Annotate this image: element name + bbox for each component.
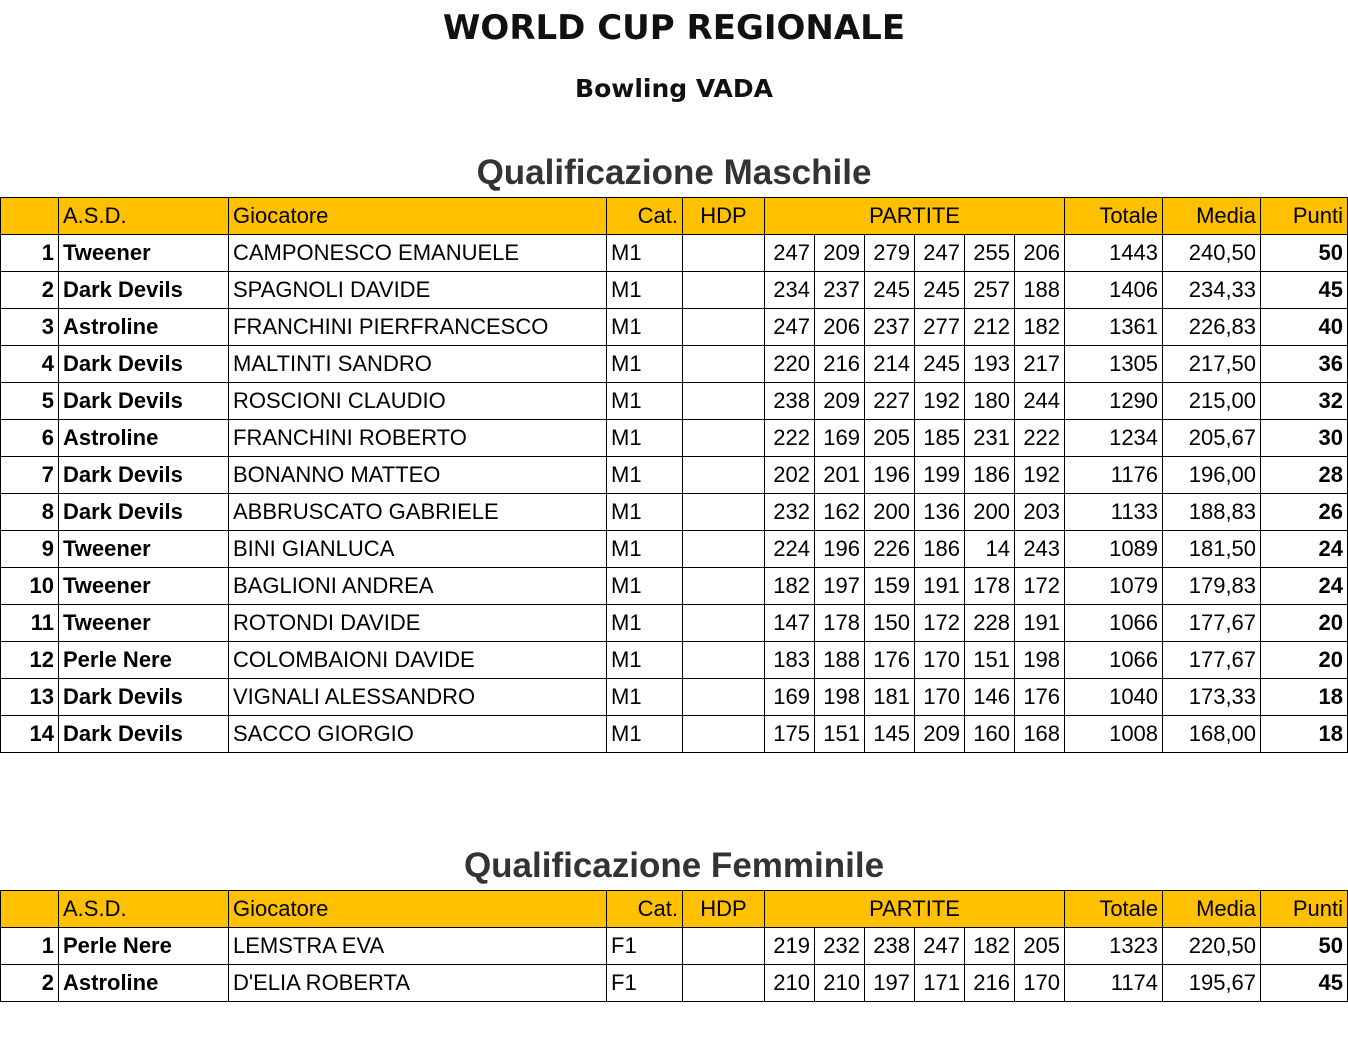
average-cell: 240,50 — [1163, 235, 1261, 272]
header-hdp: HDP — [683, 198, 765, 235]
game-score-cell: 178 — [965, 568, 1015, 605]
hdp-cell — [683, 716, 765, 753]
rank-cell: 1 — [1, 928, 59, 965]
header-average: Media — [1163, 891, 1261, 928]
header-player: Giocatore — [229, 198, 607, 235]
header-points: Punti — [1261, 198, 1348, 235]
game-score-cell: 170 — [915, 642, 965, 679]
average-cell: 179,83 — [1163, 568, 1261, 605]
game-score-cell: 244 — [1015, 383, 1065, 420]
table-row — [1, 716, 1348, 753]
total-cell: 1079 — [1065, 568, 1163, 605]
hdp-cell — [683, 531, 765, 568]
header-points: Punti — [1261, 891, 1348, 928]
average-cell: 195,67 — [1163, 965, 1261, 1002]
page-subtitle: Bowling VADA — [575, 74, 773, 103]
rank-cell: 2 — [1, 272, 59, 309]
header-category: Cat. — [607, 198, 683, 235]
rank-cell: 10 — [1, 568, 59, 605]
header-team: A.S.D. — [59, 891, 229, 928]
player-cell: ROTONDI DAVIDE — [229, 605, 607, 642]
table-row — [1, 235, 1348, 272]
points-cell: 18 — [1261, 716, 1348, 753]
table-row — [1, 494, 1348, 531]
player-cell: BONANNO MATTEO — [229, 457, 607, 494]
game-score-cell: 203 — [1015, 494, 1065, 531]
team-cell: Perle Nere — [59, 642, 229, 679]
game-score-cell: 217 — [1015, 346, 1065, 383]
rank-cell: 7 — [1, 457, 59, 494]
average-cell: 205,67 — [1163, 420, 1261, 457]
game-score-cell: 243 — [1015, 531, 1065, 568]
total-cell: 1089 — [1065, 531, 1163, 568]
hdp-cell — [683, 383, 765, 420]
category-cell: M1 — [607, 346, 683, 383]
game-score-cell: 232 — [765, 494, 815, 531]
game-score-cell: 277 — [915, 309, 965, 346]
rank-cell: 8 — [1, 494, 59, 531]
category-cell: M1 — [607, 235, 683, 272]
game-score-cell: 202 — [765, 457, 815, 494]
average-cell: 196,00 — [1163, 457, 1261, 494]
game-score-cell: 180 — [965, 383, 1015, 420]
points-cell: 30 — [1261, 420, 1348, 457]
table-row — [1, 420, 1348, 457]
game-score-cell: 210 — [765, 965, 815, 1002]
player-cell: ROSCIONI CLAUDIO — [229, 383, 607, 420]
game-score-cell: 199 — [915, 457, 965, 494]
game-score-cell: 151 — [965, 642, 1015, 679]
game-score-cell: 182 — [965, 928, 1015, 965]
game-score-cell: 171 — [915, 965, 965, 1002]
game-score-cell: 14 — [965, 531, 1015, 568]
game-score-cell: 226 — [865, 531, 915, 568]
page-title: WORLD CUP REGIONALE — [442, 8, 906, 48]
table-row — [1, 965, 1348, 1002]
game-score-cell: 146 — [965, 679, 1015, 716]
team-cell: Astroline — [59, 965, 229, 1002]
game-score-cell: 219 — [765, 928, 815, 965]
team-cell: Dark Devils — [59, 457, 229, 494]
category-cell: M1 — [607, 309, 683, 346]
game-score-cell: 188 — [815, 642, 865, 679]
game-score-cell: 224 — [765, 531, 815, 568]
points-cell: 45 — [1261, 965, 1348, 1002]
points-cell: 24 — [1261, 568, 1348, 605]
game-score-cell: 216 — [815, 346, 865, 383]
game-score-cell: 197 — [865, 965, 915, 1002]
game-score-cell: 197 — [815, 568, 865, 605]
points-cell: 28 — [1261, 457, 1348, 494]
game-score-cell: 205 — [1015, 928, 1065, 965]
category-cell: M1 — [607, 716, 683, 753]
game-score-cell: 245 — [915, 272, 965, 309]
header-rank — [1, 198, 59, 235]
rank-cell: 3 — [1, 309, 59, 346]
hdp-cell — [683, 420, 765, 457]
game-score-cell: 238 — [765, 383, 815, 420]
game-score-cell: 192 — [915, 383, 965, 420]
team-cell: Dark Devils — [59, 679, 229, 716]
game-score-cell: 245 — [915, 346, 965, 383]
game-score-cell: 255 — [965, 235, 1015, 272]
team-cell: Tweener — [59, 568, 229, 605]
game-score-cell: 186 — [915, 531, 965, 568]
player-cell: COLOMBAIONI DAVIDE — [229, 642, 607, 679]
table-row — [1, 605, 1348, 642]
total-cell: 1176 — [1065, 457, 1163, 494]
game-score-cell: 178 — [815, 605, 865, 642]
table-row — [1, 568, 1348, 605]
hdp-cell — [683, 605, 765, 642]
game-score-cell: 182 — [1015, 309, 1065, 346]
total-cell: 1305 — [1065, 346, 1163, 383]
game-score-cell: 257 — [965, 272, 1015, 309]
table-header-row — [1, 198, 1348, 235]
category-cell: M1 — [607, 272, 683, 309]
player-cell: LEMSTRA EVA — [229, 928, 607, 965]
header-player: Giocatore — [229, 891, 607, 928]
game-score-cell: 196 — [815, 531, 865, 568]
game-score-cell: 237 — [815, 272, 865, 309]
table-row — [1, 346, 1348, 383]
game-score-cell: 205 — [865, 420, 915, 457]
category-cell: M1 — [607, 679, 683, 716]
total-cell: 1066 — [1065, 605, 1163, 642]
total-cell: 1234 — [1065, 420, 1163, 457]
game-score-cell: 159 — [865, 568, 915, 605]
team-cell: Dark Devils — [59, 494, 229, 531]
points-cell: 50 — [1261, 928, 1348, 965]
total-cell: 1361 — [1065, 309, 1163, 346]
rank-cell: 13 — [1, 679, 59, 716]
hdp-cell — [683, 928, 765, 965]
game-score-cell: 238 — [865, 928, 915, 965]
points-cell: 50 — [1261, 235, 1348, 272]
average-cell: 177,67 — [1163, 642, 1261, 679]
game-score-cell: 200 — [965, 494, 1015, 531]
team-cell: Tweener — [59, 235, 229, 272]
game-score-cell: 198 — [1015, 642, 1065, 679]
game-score-cell: 169 — [765, 679, 815, 716]
game-score-cell: 206 — [1015, 235, 1065, 272]
game-score-cell: 220 — [765, 346, 815, 383]
total-cell: 1066 — [1065, 642, 1163, 679]
game-score-cell: 216 — [965, 965, 1015, 1002]
game-score-cell: 231 — [965, 420, 1015, 457]
category-cell: M1 — [607, 605, 683, 642]
points-cell: 36 — [1261, 346, 1348, 383]
game-score-cell: 234 — [765, 272, 815, 309]
game-score-cell: 209 — [815, 383, 865, 420]
table-row — [1, 383, 1348, 420]
team-cell: Dark Devils — [59, 716, 229, 753]
game-score-cell: 222 — [1015, 420, 1065, 457]
average-cell: 215,00 — [1163, 383, 1261, 420]
player-cell: FRANCHINI PIERFRANCESCO — [229, 309, 607, 346]
average-cell: 177,67 — [1163, 605, 1261, 642]
game-score-cell: 145 — [865, 716, 915, 753]
total-cell: 1040 — [1065, 679, 1163, 716]
rank-cell: 9 — [1, 531, 59, 568]
game-score-cell: 198 — [815, 679, 865, 716]
category-cell: M1 — [607, 383, 683, 420]
average-cell: 181,50 — [1163, 531, 1261, 568]
category-cell: M1 — [607, 494, 683, 531]
game-score-cell: 209 — [915, 716, 965, 753]
player-cell: BINI GIANLUCA — [229, 531, 607, 568]
total-cell: 1443 — [1065, 235, 1163, 272]
player-cell: VIGNALI ALESSANDRO — [229, 679, 607, 716]
game-score-cell: 227 — [865, 383, 915, 420]
team-cell: Tweener — [59, 605, 229, 642]
game-score-cell: 201 — [815, 457, 865, 494]
table-header-row — [1, 891, 1348, 928]
player-cell: MALTINTI SANDRO — [229, 346, 607, 383]
game-score-cell: 176 — [1015, 679, 1065, 716]
game-score-cell: 228 — [965, 605, 1015, 642]
game-score-cell: 214 — [865, 346, 915, 383]
points-cell: 45 — [1261, 272, 1348, 309]
header-rank — [1, 891, 59, 928]
player-cell: BAGLIONI ANDREA — [229, 568, 607, 605]
game-score-cell: 172 — [915, 605, 965, 642]
header-total: Totale — [1065, 198, 1163, 235]
team-cell: Dark Devils — [59, 272, 229, 309]
game-score-cell: 206 — [815, 309, 865, 346]
table-row — [1, 531, 1348, 568]
table-row — [1, 309, 1348, 346]
points-cell: 40 — [1261, 309, 1348, 346]
points-cell: 18 — [1261, 679, 1348, 716]
hdp-cell — [683, 309, 765, 346]
rank-cell: 2 — [1, 965, 59, 1002]
game-score-cell: 136 — [915, 494, 965, 531]
header-games: PARTITE — [765, 198, 1065, 235]
total-cell: 1406 — [1065, 272, 1163, 309]
header-team: A.S.D. — [59, 198, 229, 235]
game-score-cell: 193 — [965, 346, 1015, 383]
total-cell: 1323 — [1065, 928, 1163, 965]
game-score-cell: 192 — [1015, 457, 1065, 494]
game-score-cell: 150 — [865, 605, 915, 642]
average-cell: 234,33 — [1163, 272, 1261, 309]
category-cell: F1 — [607, 965, 683, 1002]
category-cell: F1 — [607, 928, 683, 965]
player-cell: D'ELIA ROBERTA — [229, 965, 607, 1002]
category-cell: M1 — [607, 642, 683, 679]
average-cell: 226,83 — [1163, 309, 1261, 346]
game-score-cell: 170 — [1015, 965, 1065, 1002]
average-cell: 220,50 — [1163, 928, 1261, 965]
game-score-cell: 151 — [815, 716, 865, 753]
game-score-cell: 191 — [1015, 605, 1065, 642]
rank-cell: 14 — [1, 716, 59, 753]
total-cell: 1174 — [1065, 965, 1163, 1002]
player-cell: FRANCHINI ROBERTO — [229, 420, 607, 457]
game-score-cell: 247 — [915, 235, 965, 272]
rank-cell: 11 — [1, 605, 59, 642]
category-cell: M1 — [607, 420, 683, 457]
team-cell: Dark Devils — [59, 346, 229, 383]
category-cell: M1 — [607, 531, 683, 568]
points-cell: 32 — [1261, 383, 1348, 420]
hdp-cell — [683, 642, 765, 679]
header-hdp: HDP — [683, 891, 765, 928]
standings-table-men — [0, 197, 1348, 753]
points-cell: 20 — [1261, 605, 1348, 642]
game-score-cell: 147 — [765, 605, 815, 642]
game-score-cell: 172 — [1015, 568, 1065, 605]
game-score-cell: 191 — [915, 568, 965, 605]
game-score-cell: 175 — [765, 716, 815, 753]
total-cell: 1290 — [1065, 383, 1163, 420]
header-games: PARTITE — [765, 891, 1065, 928]
game-score-cell: 209 — [815, 235, 865, 272]
game-score-cell: 196 — [865, 457, 915, 494]
points-cell: 26 — [1261, 494, 1348, 531]
category-cell: M1 — [607, 568, 683, 605]
rank-cell: 5 — [1, 383, 59, 420]
section-title-men: Qualificazione Maschile — [476, 153, 872, 192]
player-cell: CAMPONESCO EMANUELE — [229, 235, 607, 272]
header-category: Cat. — [607, 891, 683, 928]
game-score-cell: 182 — [765, 568, 815, 605]
header-average: Media — [1163, 198, 1261, 235]
team-cell: Dark Devils — [59, 383, 229, 420]
table-row — [1, 928, 1348, 965]
standings-table-women — [0, 890, 1348, 1002]
total-cell: 1008 — [1065, 716, 1163, 753]
team-cell: Perle Nere — [59, 928, 229, 965]
game-score-cell: 232 — [815, 928, 865, 965]
header-total: Totale — [1065, 891, 1163, 928]
hdp-cell — [683, 679, 765, 716]
team-cell: Tweener — [59, 531, 229, 568]
average-cell: 173,33 — [1163, 679, 1261, 716]
table-row — [1, 679, 1348, 716]
hdp-cell — [683, 346, 765, 383]
table-row — [1, 457, 1348, 494]
game-score-cell: 176 — [865, 642, 915, 679]
game-score-cell: 210 — [815, 965, 865, 1002]
hdp-cell — [683, 235, 765, 272]
game-score-cell: 247 — [915, 928, 965, 965]
table-row — [1, 642, 1348, 679]
rank-cell: 6 — [1, 420, 59, 457]
game-score-cell: 170 — [915, 679, 965, 716]
game-score-cell: 212 — [965, 309, 1015, 346]
game-score-cell: 247 — [765, 235, 815, 272]
game-score-cell: 168 — [1015, 716, 1065, 753]
rank-cell: 12 — [1, 642, 59, 679]
hdp-cell — [683, 965, 765, 1002]
hdp-cell — [683, 272, 765, 309]
category-cell: M1 — [607, 457, 683, 494]
game-score-cell: 245 — [865, 272, 915, 309]
game-score-cell: 186 — [965, 457, 1015, 494]
average-cell: 188,83 — [1163, 494, 1261, 531]
game-score-cell: 169 — [815, 420, 865, 457]
game-score-cell: 185 — [915, 420, 965, 457]
team-cell: Astroline — [59, 309, 229, 346]
total-cell: 1133 — [1065, 494, 1163, 531]
hdp-cell — [683, 568, 765, 605]
game-score-cell: 279 — [865, 235, 915, 272]
game-score-cell: 222 — [765, 420, 815, 457]
player-cell: SPAGNOLI DAVIDE — [229, 272, 607, 309]
hdp-cell — [683, 457, 765, 494]
points-cell: 24 — [1261, 531, 1348, 568]
points-cell: 20 — [1261, 642, 1348, 679]
rank-cell: 1 — [1, 235, 59, 272]
game-score-cell: 160 — [965, 716, 1015, 753]
game-score-cell: 188 — [1015, 272, 1065, 309]
game-score-cell: 247 — [765, 309, 815, 346]
rank-cell: 4 — [1, 346, 59, 383]
game-score-cell: 237 — [865, 309, 915, 346]
game-score-cell: 162 — [815, 494, 865, 531]
player-cell: SACCO GIORGIO — [229, 716, 607, 753]
game-score-cell: 183 — [765, 642, 815, 679]
player-cell: ABBRUSCATO GABRIELE — [229, 494, 607, 531]
game-score-cell: 181 — [865, 679, 915, 716]
average-cell: 217,50 — [1163, 346, 1261, 383]
hdp-cell — [683, 494, 765, 531]
game-score-cell: 200 — [865, 494, 915, 531]
section-title-women: Qualificazione Femminile — [463, 846, 885, 885]
team-cell: Astroline — [59, 420, 229, 457]
average-cell: 168,00 — [1163, 716, 1261, 753]
table-row — [1, 272, 1348, 309]
